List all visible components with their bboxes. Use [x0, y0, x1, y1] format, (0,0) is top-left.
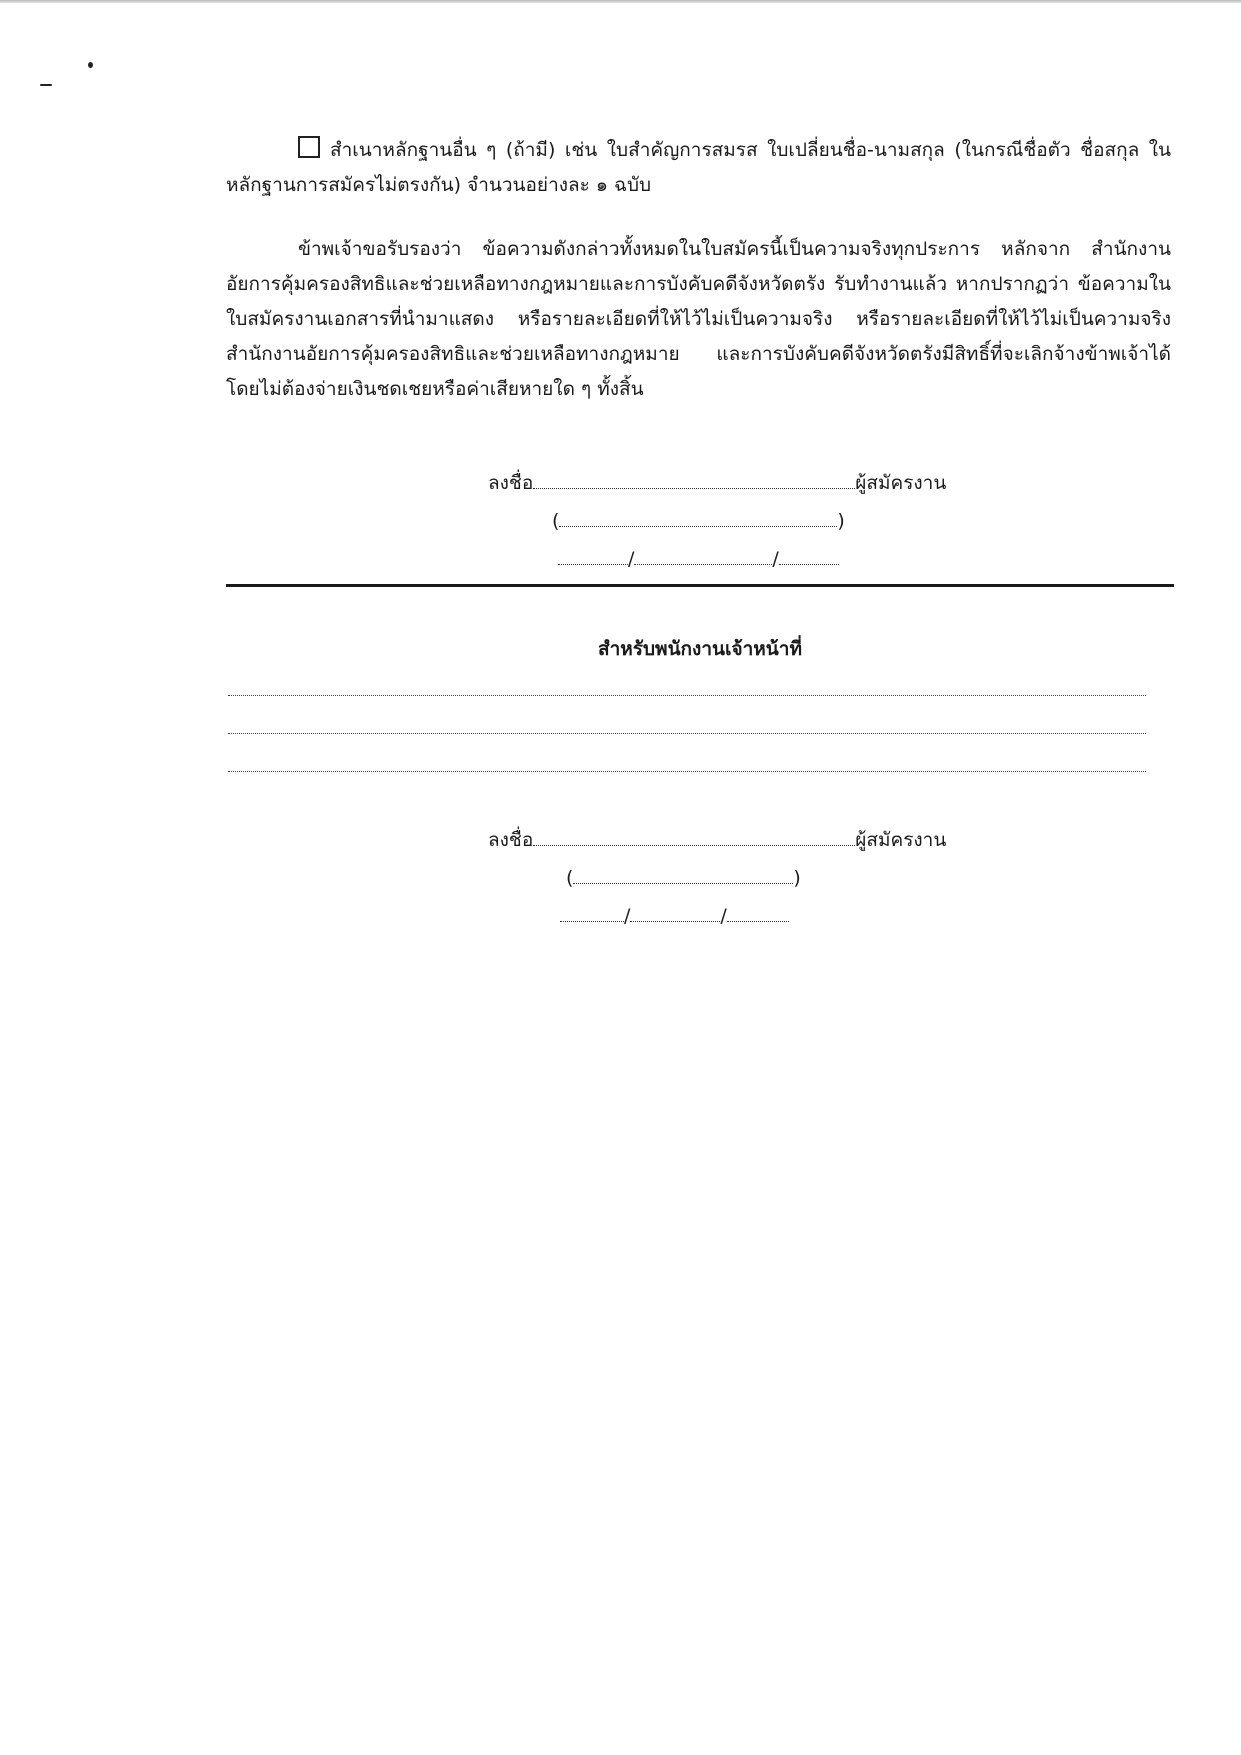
date-slash: /	[720, 905, 727, 927]
official-notes-line[interactable]	[228, 733, 1146, 734]
other-documents-text: สำเนาหลักฐานอื่น ๆ (ถ้ามี) เช่น ใบสำคัญการสมรส ใบเปลี่ยนชื่อ-นามสกุล (ในกรณีชื่อตัว ชื่อสกุล ในหลักฐานการสมัครไม่ตรงกัน) จำนวนอย่างละ ๑ ฉบับ	[226, 139, 1171, 196]
official-role-label: ผู้สมัครงาน	[855, 829, 947, 851]
date-slash: /	[624, 905, 631, 927]
scan-speck	[88, 62, 93, 68]
official-section-title: สำหรับพนักงานเจ้าหน้าที่	[597, 638, 802, 660]
certification-paragraph	[226, 232, 1171, 407]
official-notes-line[interactable]	[228, 771, 1146, 772]
other-documents-paragraph	[226, 133, 1171, 203]
other-documents-checkbox[interactable]	[298, 136, 320, 158]
official-signature-field[interactable]	[533, 825, 855, 846]
applicant-name-row	[552, 506, 845, 534]
date-slash: /	[772, 548, 779, 570]
official-date-row	[560, 901, 789, 929]
applicant-year-field[interactable]	[779, 544, 839, 565]
applicant-month-field[interactable]	[634, 544, 772, 565]
official-month-field[interactable]	[630, 901, 720, 922]
applicant-name-field[interactable]	[559, 506, 837, 527]
official-year-field[interactable]	[727, 901, 789, 922]
applicant-date-row	[558, 544, 839, 572]
section-divider	[226, 584, 1174, 587]
scan-top-edge	[0, 0, 1241, 3]
applicant-signature-field[interactable]	[533, 468, 855, 489]
official-sign-row	[488, 825, 946, 853]
applicant-role-label: ผู้สมัครงาน	[855, 472, 947, 494]
applicant-day-field[interactable]	[558, 544, 628, 565]
certification-text: ข้าพเจ้าขอรับรองว่า ข้อความดังกล่าวทั้งหมดในใบสมัครนี้เป็นความจริงทุกประการ หลักจาก สำนักงานอัยการคุ้มครองสิทธิและช่วยเหลือทางกฎหมายและการบังคับคดีจังหวัดตรัง รับทำงานแล้ว หากปรากฏว่า ข้อความในใบสมัครงานเอกสารที่นำมาแสดง หรือรายละเอียดที่ให้ไว้ไม่เป็นความจริง หรือรายละเอียดที่ให้ไว้ไม่เป็นความจริง สำนักงานอัยการคุ้มครองสิทธิและช่วยเหลือทางกฎหมาย และการบังคับคดีจังหวัดตรังมีสิทธิ์ที่จะเลิกจ้างข้าพเจ้าได้ โดยไม่ต้องจ่ายเงินชดเชยหรือค่าเสียหายใด ๆ ทั้งสิ้น	[226, 238, 1171, 400]
scan-speck	[40, 84, 52, 86]
open-paren: (	[552, 510, 560, 532]
close-paren: )	[793, 867, 801, 889]
official-name-row	[566, 863, 801, 891]
official-notes-line[interactable]	[228, 695, 1146, 696]
sign-label: ลงชื่อ	[488, 472, 534, 494]
official-day-field[interactable]	[560, 901, 624, 922]
applicant-sign-row	[488, 468, 946, 496]
close-paren: )	[837, 510, 845, 532]
open-paren: (	[566, 867, 574, 889]
sign-label: ลงชื่อ	[488, 829, 534, 851]
official-name-field[interactable]	[573, 863, 793, 884]
date-slash: /	[628, 548, 635, 570]
